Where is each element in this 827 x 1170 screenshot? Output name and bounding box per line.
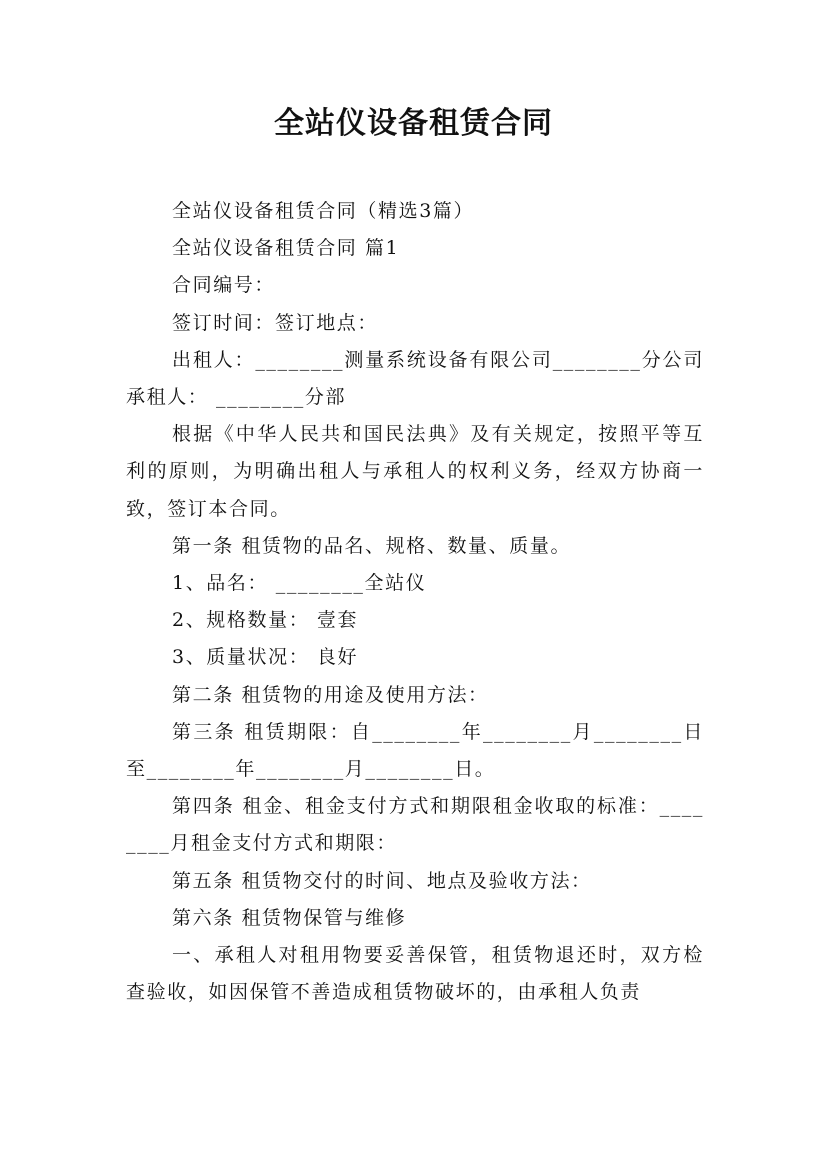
paragraph-clause-1: 一、承租人对租用物要妥善保管，租赁物退还时，双方检查验收，如因保管不善造成租赁物破坏的，由承租人负责 xyxy=(126,944,704,1004)
paragraph-item-quality: 3、质量状况： 良好 xyxy=(172,646,359,669)
paragraph-contract-number: 合同编号： xyxy=(172,274,276,297)
paragraph-item-spec: 2、规格数量： 壹套 xyxy=(172,609,359,632)
paragraph-article-3: 第三条 租赁期限：自________年________月________日至________年________月________日。 xyxy=(126,720,704,781)
paragraph-article-5: 第五条 租赁物交付的时间、地点及验收方法： xyxy=(172,869,592,892)
paragraph-sign-time-place: 签订时间：签订地点： xyxy=(172,311,379,334)
paragraph-article-2: 第二条 租赁物的用途及使用方法： xyxy=(172,683,489,706)
document-title: 全站仪设备租赁合同 xyxy=(274,106,553,141)
paragraph-article-1: 第一条 租赁物的品名、规格、数量、质量。 xyxy=(172,534,572,557)
paragraph-preamble: 根据《中华人民共和国民法典》及有关规定，按照平等互利的原则，为明确出租人与承租人的权利义务，经双方协商一致，签订本合同。 xyxy=(126,423,704,520)
paragraph-part-heading: 全站仪设备租赁合同 篇1 xyxy=(172,237,400,260)
paragraph-parties: 出租人：________测量系统设备有限公司________分公司承租人： ________分部 xyxy=(126,348,704,409)
paragraph-subtitle-selection: 全站仪设备租赁合同（精选3篇） xyxy=(172,200,475,222)
paragraph-article-4: 第四条 租金、租金支付方式和期限租金收取的标准：________月租金支付方式和期限： xyxy=(126,795,704,855)
document-body xyxy=(126,193,704,1011)
paragraph-item-name: 1、品名： ________全站仪 xyxy=(172,572,427,595)
paragraph-article-6: 第六条 租赁物保管与维修 xyxy=(172,906,407,929)
